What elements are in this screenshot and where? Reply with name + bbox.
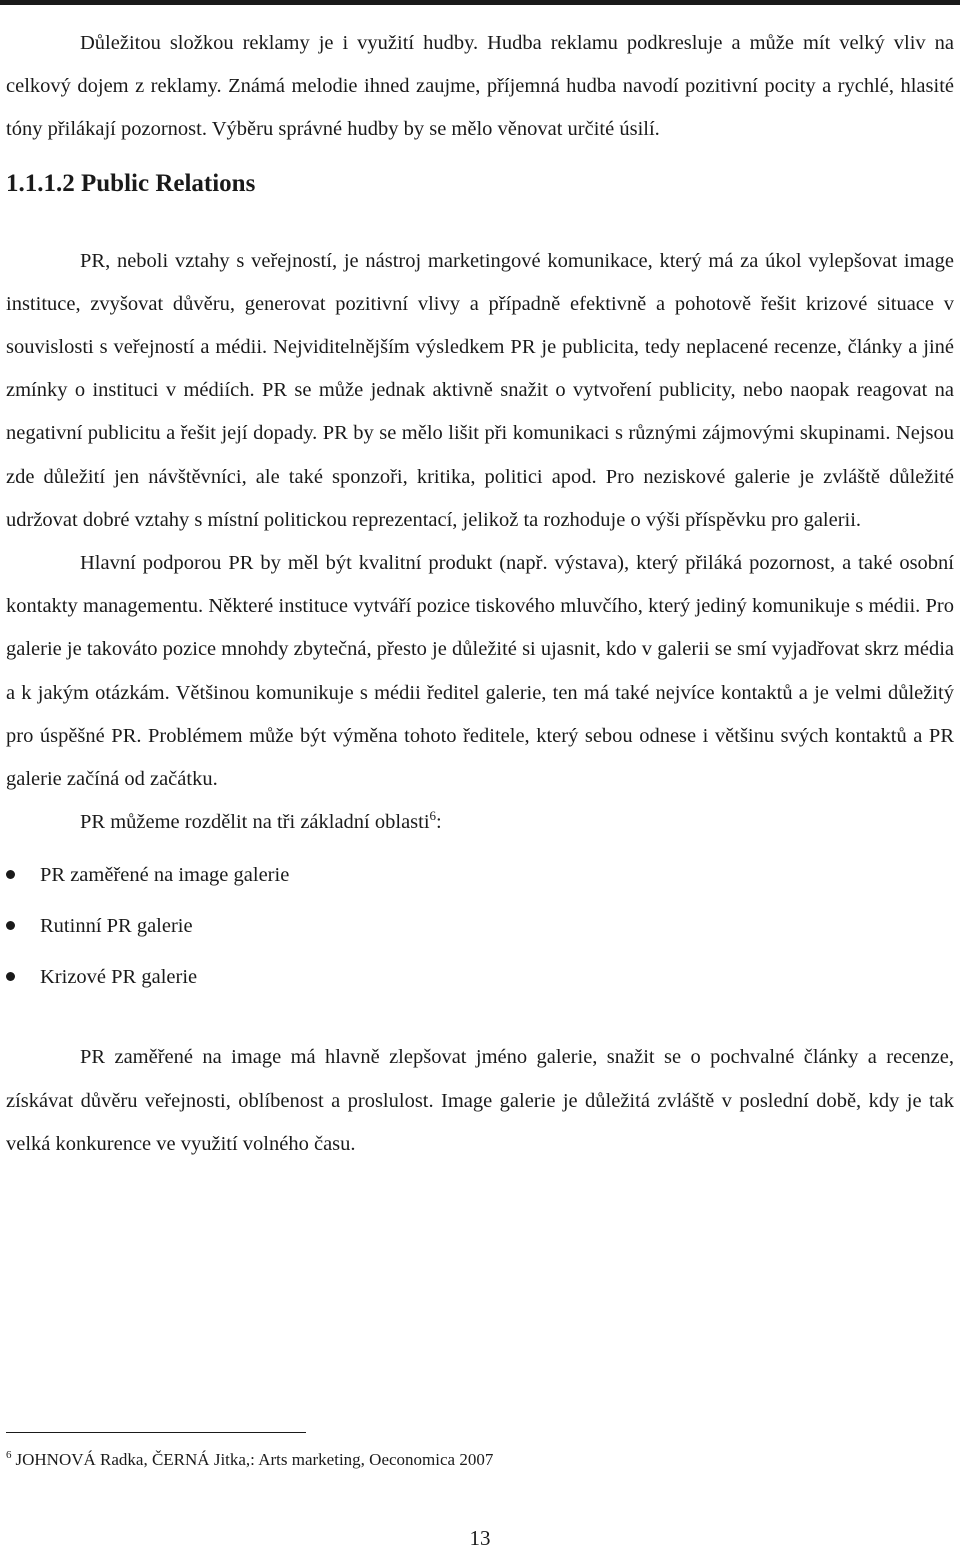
bullet-icon xyxy=(6,921,15,930)
list-item-text: Rutinní PR galerie xyxy=(40,915,193,938)
page-number: 13 xyxy=(469,1526,491,1550)
list-item-text: PR zaměřené na image galerie xyxy=(40,864,290,887)
list-item-text: Krizové PR galerie xyxy=(40,966,198,989)
footnote-separator xyxy=(6,1432,306,1433)
footnote-number: 6 xyxy=(6,1449,12,1462)
page-body xyxy=(6,22,954,1166)
top-border-line xyxy=(0,0,960,5)
bullet-icon xyxy=(6,972,15,981)
list-item xyxy=(6,850,954,901)
list-lead-end: : xyxy=(436,811,442,834)
list-item xyxy=(6,952,954,1003)
footnote-text: JOHNOVÁ Radka, ČERNÁ Jitka,: Arts marketing, Oeconomica 2007 xyxy=(15,1450,494,1469)
footnote-reference: 6 xyxy=(429,808,437,824)
closing-paragraph: PR zaměřené na image má hlavně zlepšovat jméno galerie, snažit se o pochvalné články a recenze, získávat důvěru veřejnosti, oblíbenost a proslulost. Image galerie je důležitá zvláště v poslední době, kdy je tak velká konkurence ve využití volného času. xyxy=(6,1046,954,1155)
list-item xyxy=(6,901,954,952)
bullet-icon xyxy=(6,870,15,879)
footnote xyxy=(6,1448,493,1472)
list-lead-paragraph xyxy=(6,801,954,844)
bullet-list xyxy=(6,850,954,1003)
list-lead-text: PR můžeme rozdělit na tři základní oblasti xyxy=(80,811,430,834)
body-paragraph-2: Hlavní podporou PR by měl být kvalitní produkt (např. výstava), který přiláká pozornost, a také osobní kontakty managementu. Některé instituce vytváří pozice tiskového mluvčího, který jediný komunikuje s médii. Pro galerie je takováto pozice mnohdy zbytečná, přesto je důležité si ujasnit, kdo v galerii se smí vyjadřovat skrz média a k jakým otázkám. Většinou komunikuje s médii ředitel galerie, ten má také nejvíce kontaktů a je velmi důležitý pro úspěšné PR. Problémem může být výměna tohoto ředitele, který sebou odnese i většinu svých kontaktů a PR galerie začíná od začátku. xyxy=(6,552,954,791)
section-heading: 1.1.1.2 Public Relations xyxy=(6,169,256,197)
intro-paragraph: Důležitou složkou reklamy je i využití hudby. Hudba reklamu podkresluje a může mít velký vliv na celkový dojem z reklamy. Známá melodie ihned zaujme, příjemná hudba navodí pozitivní pocity a rychlé, hlasité tóny přilákají pozornost. Výběru správné hudby by se mělo věnovat určité úsilí. xyxy=(6,32,954,141)
body-paragraph-1: PR, neboli vztahy s veřejností, je nástroj marketingové komunikace, který má za úkol vylepšovat image instituce, zvyšovat důvěru, generovat pozitivní vlivy a případně efektivně a pohotově řešit krizové situace v souvislosti s veřejností a médii. Nejviditelnějším výsledkem PR je publicita, tedy neplacené recenze, články a jiné zmínky o instituci v médiích. PR se může jednak aktivně snažit o vytvoření publicity, nebo naopak reagovat na negativní publicitu a řešit její dopady. PR by se mělo lišit při komunikaci s různými zájmovými skupinami. Nejsou zde důležití jen návštěvníci, ale také sponzoři, kritika, politici apod. Pro neziskové galerie je zvláště důležité udržovat dobré vztahy s místní politickou reprezentací, jelikož ta rozhoduje o výši příspěvku pro galerii. xyxy=(6,249,954,531)
